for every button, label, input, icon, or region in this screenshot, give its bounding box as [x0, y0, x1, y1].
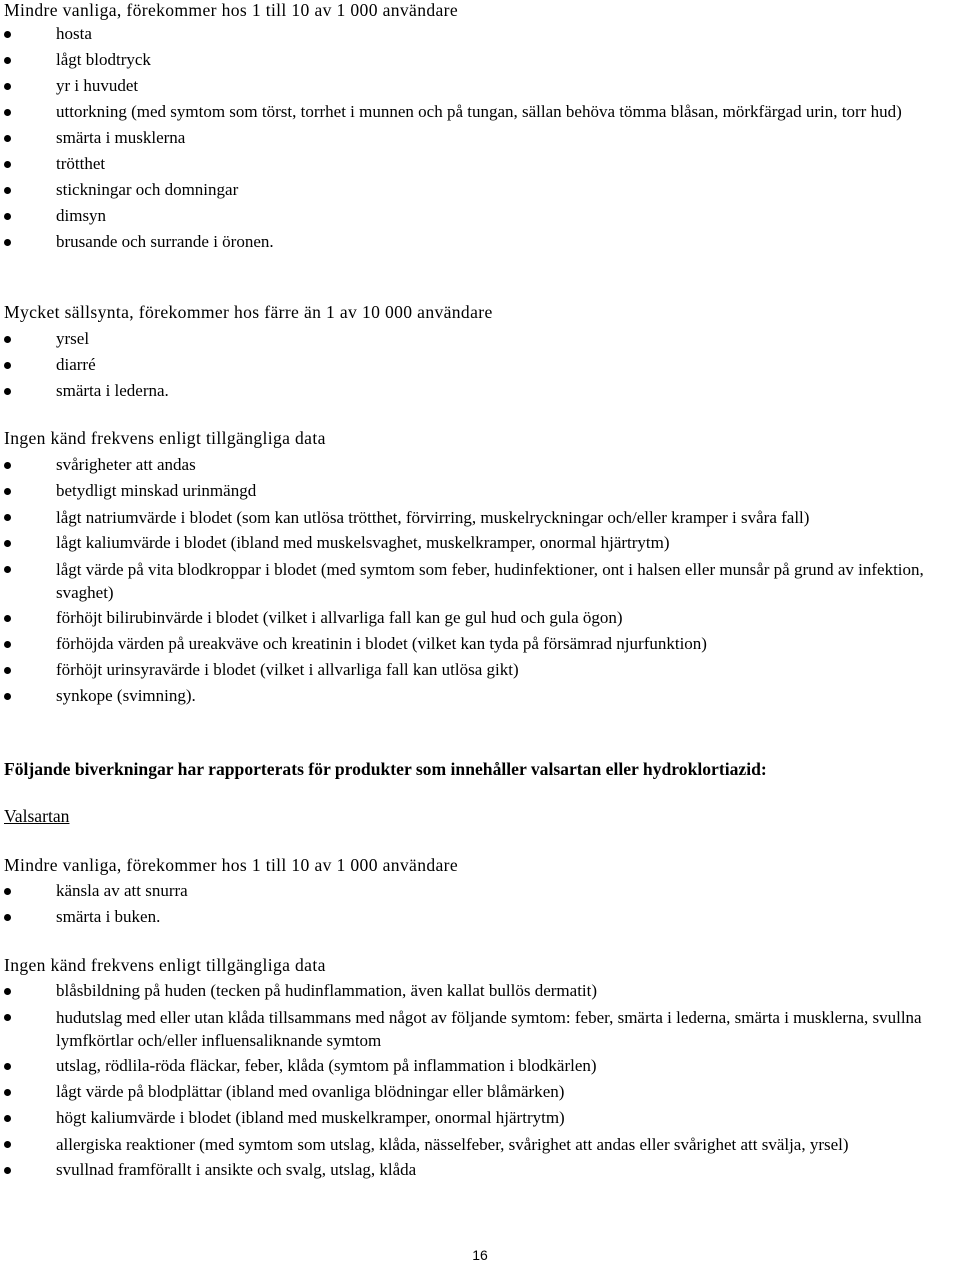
list-item: dimsyn: [0, 203, 960, 229]
bullet-icon: [4, 1063, 11, 1070]
list-item: förhöjt bilirubinvärde i blodet (vilket i allvarliga fall kan ge gul hud och gula ögon): [0, 605, 960, 631]
valsartan-frequency-heading-uncommon: Mindre vanliga, förekommer hos 1 till 10 av 1 000 användare: [4, 855, 459, 875]
side-effect-list-uncommon: [0, 21, 960, 255]
list-item: hosta: [0, 21, 960, 47]
bullet-icon: [4, 239, 11, 246]
frequency-heading-uncommon: Mindre vanliga, förekommer hos 1 till 10 av 1 000 användare: [4, 0, 459, 20]
list-item: synkope (svimning).: [0, 683, 960, 709]
bullet-icon: [4, 1115, 11, 1122]
list-item: lågt kaliumvärde i blodet (ibland med muskelsvaghet, muskelkramper, onormal hjärtrytm): [0, 530, 960, 556]
list-item: lågt värde på blodplättar (ibland med ovanliga blödningar eller blåmärken): [0, 1079, 960, 1105]
list-item: lågt värde på vita blodkroppar i blodet (med symtom som feber, hudinfektioner, ont i halsen eller munsår på grund av infektion, svaghet): [0, 556, 960, 605]
valsartan-frequency-heading-unknown: Ingen känd frekvens enligt tillgängliga data: [4, 955, 326, 975]
bullet-icon: [4, 109, 11, 116]
bullet-icon: [4, 615, 11, 622]
valsartan-list-unknown: [0, 978, 960, 1183]
list-item: blåsbildning på huden (tecken på hudinflammation, även kallat bullös dermatit): [0, 978, 960, 1004]
list-item: stickningar och domningar: [0, 177, 960, 203]
bullet-icon: [4, 388, 11, 395]
list-item: smärta i musklerna: [0, 125, 960, 151]
list-item: betydligt minskad urinmängd: [0, 478, 960, 504]
bullet-icon: [4, 1167, 11, 1174]
bullet-icon: [4, 888, 11, 895]
bullet-icon: [4, 1014, 11, 1021]
bullet-icon: [4, 83, 11, 90]
list-item: trötthet: [0, 151, 960, 177]
valsartan-heading: Valsartan: [4, 806, 70, 826]
bullet-icon: [4, 988, 11, 995]
bullet-icon: [4, 514, 11, 521]
list-item: diarré: [0, 352, 960, 378]
bullet-icon: [4, 667, 11, 674]
bullet-icon: [4, 540, 11, 547]
bullet-icon: [4, 641, 11, 648]
list-item: uttorkning (med symtom som törst, torrhet i munnen och på tungan, sällan behöva tömma blåsan, mörkfärgad urin, torr hud): [0, 99, 960, 125]
bullet-icon: [4, 161, 11, 168]
bullet-icon: [4, 213, 11, 220]
list-item: smärta i buken.: [0, 904, 960, 930]
valsartan-list-uncommon: [0, 878, 960, 930]
bullet-icon: [4, 462, 11, 469]
list-item: högt kaliumvärde i blodet (ibland med muskelkramper, onormal hjärtrytm): [0, 1105, 960, 1131]
list-item: svårigheter att andas: [0, 452, 960, 478]
list-item: allergiska reaktioner (med symtom som utslag, klåda, nässelfeber, svårighet att andas eller svårighet att svälja, yrsel): [0, 1131, 960, 1157]
list-item: svullnad framförallt i ansikte och svalg, utslag, klåda: [0, 1157, 960, 1183]
list-item: utslag, rödlila-röda fläckar, feber, klåda (symtom på inflammation i blodkärlen): [0, 1053, 960, 1079]
page-number: 16: [472, 1247, 488, 1263]
bullet-icon: [4, 336, 11, 343]
bullet-icon: [4, 362, 11, 369]
list-item: förhöjda värden på ureakväve och kreatinin i blodet (vilket kan tyda på försämrad njurfunktion): [0, 631, 960, 657]
side-effect-list-unknown: [0, 452, 960, 709]
bullet-icon: [4, 1141, 11, 1148]
bullet-icon: [4, 135, 11, 142]
list-item: hudutslag med eller utan klåda tillsammans med något av följande symtom: feber, smärta i lederna, smärta i musklerna, svullna lymfkörtlar och/eller influensaliknande symtom: [0, 1004, 960, 1053]
bullet-icon: [4, 566, 11, 573]
bullet-icon: [4, 187, 11, 194]
list-item: lågt natriumvärde i blodet (som kan utlösa trötthet, förvirring, muskelryckningar och/eller kramper i svåra fall): [0, 504, 960, 530]
bullet-icon: [4, 914, 11, 921]
frequency-heading-unknown: Ingen känd frekvens enligt tillgängliga data: [4, 428, 326, 448]
bullet-icon: [4, 57, 11, 64]
list-item: smärta i lederna.: [0, 378, 960, 404]
list-item: brusande och surrande i öronen.: [0, 229, 960, 255]
list-item: känsla av att snurra: [0, 878, 960, 904]
frequency-heading-very-rare: Mycket sällsynta, förekommer hos färre än 1 av 10 000 användare: [4, 302, 493, 322]
reported-side-effects-heading: Följande biverkningar har rapporterats för produkter som innehåller valsartan eller hydroklortiazid:: [4, 759, 767, 779]
bullet-icon: [4, 693, 11, 700]
list-item: förhöjt urinsyravärde i blodet (vilket i allvarliga fall kan utlösa gikt): [0, 657, 960, 683]
list-item: yrsel: [0, 326, 960, 352]
bullet-icon: [4, 488, 11, 495]
bullet-icon: [4, 31, 11, 38]
side-effect-list-very-rare: [0, 326, 960, 404]
list-item: lågt blodtryck: [0, 47, 960, 73]
bullet-icon: [4, 1089, 11, 1096]
list-item: yr i huvudet: [0, 73, 960, 99]
